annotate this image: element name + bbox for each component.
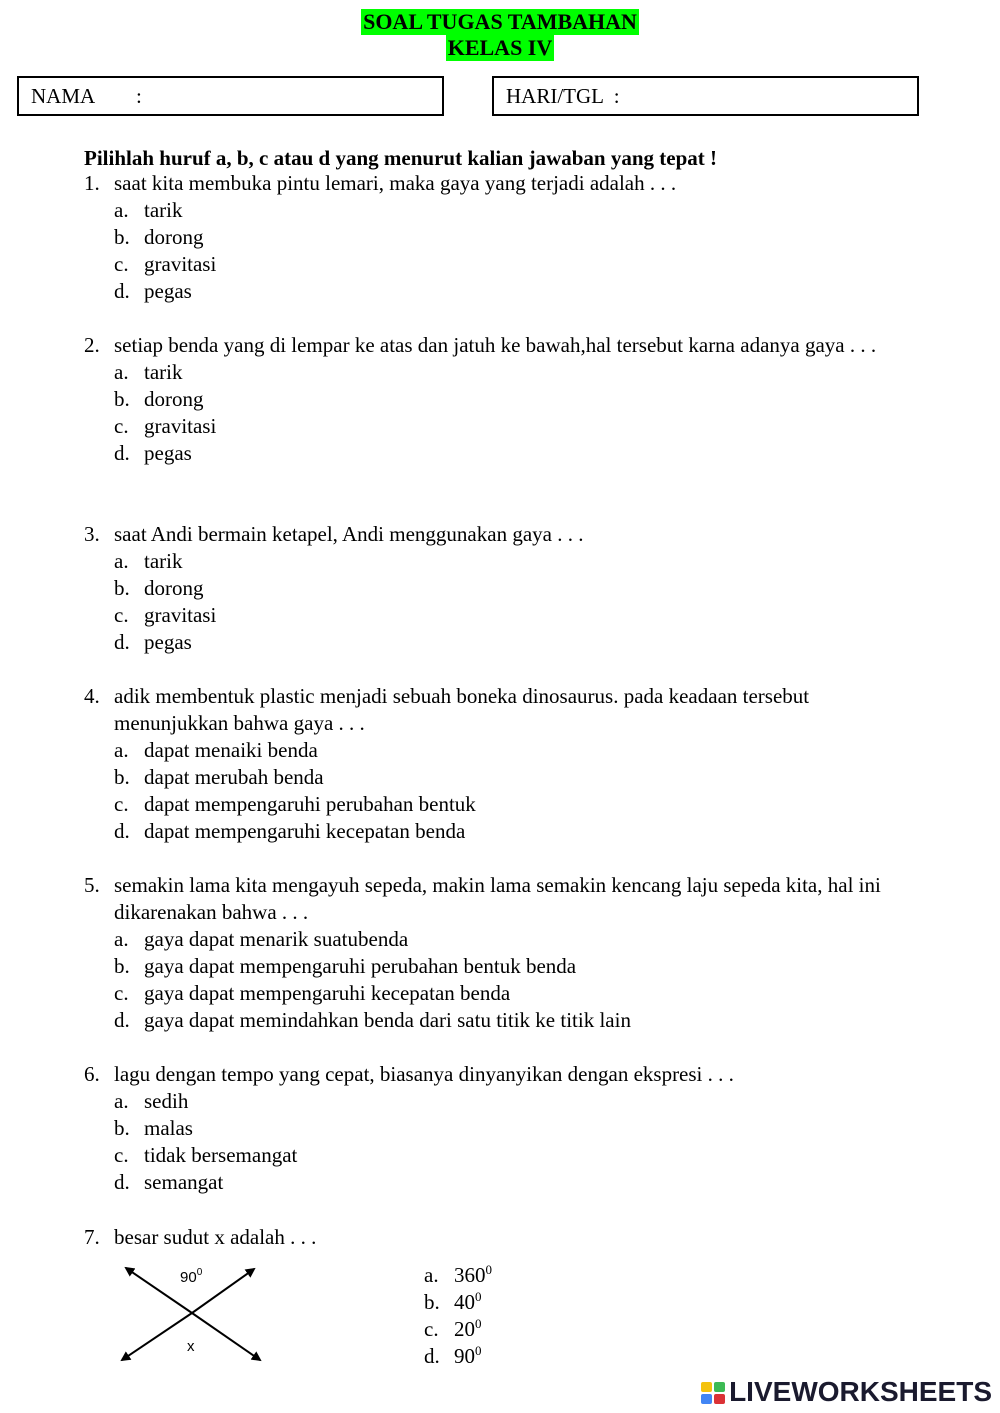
page-title: SOAL TUGAS TAMBAHAN	[363, 9, 637, 34]
answer-option[interactable]	[114, 413, 884, 440]
question-text: saat Andi bermain ketapel, Andi menggunakan gaya . . .	[114, 522, 584, 546]
answer-option[interactable]	[114, 224, 884, 251]
answer-option[interactable]	[114, 575, 884, 602]
option-letter: b.	[114, 1116, 130, 1140]
option-letter: a.	[114, 549, 129, 573]
answer-option[interactable]	[114, 926, 884, 953]
title-line-1-wrap	[0, 9, 1000, 35]
option-letter: b.	[114, 387, 130, 411]
option-letter: b.	[114, 954, 130, 978]
date-field[interactable]	[492, 76, 919, 116]
option-letter: d.	[114, 630, 130, 654]
degree-superscript: 0	[475, 1289, 482, 1304]
question-number: 1.	[84, 171, 100, 195]
question-4	[84, 683, 884, 845]
option-value: 40	[454, 1290, 475, 1314]
option-text: tarik	[144, 198, 183, 222]
option-letter: d.	[424, 1344, 440, 1368]
answer-option[interactable]	[424, 1316, 492, 1343]
answer-option[interactable]	[114, 980, 884, 1007]
answer-option[interactable]	[424, 1262, 492, 1289]
option-text: gravitasi	[144, 603, 217, 627]
question-text: adik membentuk plastic menjadi sebuah boneka dinosaurus. pada keadaan tersebut menunjukkan bahwa gaya . . .	[114, 684, 810, 735]
option-letter: a.	[424, 1263, 439, 1287]
answer-option[interactable]	[114, 737, 884, 764]
question-6	[84, 1061, 884, 1196]
option-letter: c.	[114, 252, 129, 276]
question-5	[84, 872, 884, 1034]
answer-option[interactable]	[114, 602, 884, 629]
name-field[interactable]	[17, 76, 444, 116]
option-letter: c.	[114, 792, 129, 816]
question-number: 2.	[84, 333, 100, 357]
option-text: gaya dapat menarik suatubenda	[144, 927, 409, 951]
option-letter: b.	[424, 1290, 440, 1314]
option-text: dapat mempengaruhi kecepatan benda	[144, 819, 466, 843]
answer-option[interactable]	[114, 386, 884, 413]
question-1	[84, 170, 884, 305]
option-text: tidak bersemangat	[144, 1143, 298, 1167]
answer-option[interactable]	[114, 1007, 884, 1034]
answer-option[interactable]	[114, 359, 884, 386]
option-text: pegas	[144, 441, 192, 465]
option-text: dapat menaiki benda	[144, 738, 318, 762]
option-letter: d.	[114, 279, 130, 303]
question-number: 6.	[84, 1062, 100, 1086]
question-7	[84, 1224, 884, 1251]
option-value: 90	[454, 1344, 475, 1368]
diagram-line-2b	[122, 1313, 192, 1360]
option-letter: d.	[114, 1170, 130, 1194]
diagram-angle-label: $90^0$	[180, 1267, 203, 1286]
answer-option[interactable]	[114, 953, 884, 980]
degree-superscript: 0	[475, 1316, 482, 1331]
option-letter: b.	[114, 765, 130, 789]
option-text: sedih	[144, 1089, 189, 1113]
question-3	[84, 521, 884, 656]
option-list	[114, 548, 884, 656]
option-letter: c.	[424, 1317, 439, 1341]
question-text: saat kita membuka pintu lemari, maka gaya yang terjadi adalah . . .	[114, 171, 677, 195]
option-text: dorong	[144, 576, 204, 600]
answer-option[interactable]	[114, 818, 884, 845]
answer-option[interactable]	[114, 440, 884, 467]
option-letter: c.	[114, 414, 129, 438]
option-letter: b.	[114, 225, 130, 249]
question-number: 3.	[84, 522, 100, 546]
answer-option[interactable]	[114, 197, 884, 224]
option-text: tarik	[144, 360, 183, 384]
page-subtitle: KELAS IV	[447, 35, 553, 60]
answer-option[interactable]	[114, 1169, 884, 1196]
option-list	[114, 1088, 884, 1196]
question-text: setiap benda yang di lempar ke atas dan jatuh ke bawah,hal tersebut karna adanya gaya . . .	[114, 333, 877, 357]
footer-brand	[701, 1376, 992, 1408]
option-letter: c.	[114, 981, 129, 1005]
option-text: gravitasi	[144, 414, 217, 438]
diagram-line-1b	[192, 1313, 260, 1360]
date-label: HARI/TGL :	[506, 84, 620, 108]
angle-diagram	[112, 1260, 282, 1370]
name-label: NAMA :	[31, 84, 142, 108]
instruction: Pilihlah huruf a, b, c atau d yang menurut kalian jawaban yang tepat !	[84, 146, 718, 170]
option-list	[114, 926, 884, 1034]
degree-superscript: 0	[475, 1343, 482, 1358]
brand-name: LIVEWORKSHEETS	[729, 1376, 992, 1407]
question-text: semakin lama kita mengayuh sepeda, makin lama semakin kencang laju sepeda kita, hal ini dikarenakan bahwa . . .	[114, 873, 881, 924]
option-letter: b.	[114, 576, 130, 600]
option-letter: c.	[114, 603, 129, 627]
option-letter: a.	[114, 360, 129, 384]
answer-option[interactable]	[114, 548, 884, 575]
option-text: dapat merubah benda	[144, 765, 324, 789]
option-letter: c.	[114, 1143, 129, 1167]
option-text: tarik	[144, 549, 183, 573]
degree-superscript: 0	[485, 1262, 492, 1277]
option-list	[114, 737, 884, 845]
option-list	[114, 359, 884, 467]
option-letter: a.	[114, 927, 129, 951]
option-value: 20	[454, 1317, 475, 1341]
option-letter: a.	[114, 1089, 129, 1113]
option-text: gaya dapat mempengaruhi kecepatan benda	[144, 981, 511, 1005]
question-number: 5.	[84, 873, 100, 897]
option-text: dapat mempengaruhi perubahan bentuk	[144, 792, 476, 816]
answer-option[interactable]	[114, 764, 884, 791]
answer-option[interactable]	[424, 1289, 492, 1316]
answer-option[interactable]	[424, 1343, 492, 1370]
option-letter: d.	[114, 819, 130, 843]
option-text: semangat	[144, 1170, 224, 1194]
answer-option[interactable]	[114, 791, 884, 818]
answer-option[interactable]	[114, 1088, 884, 1115]
option-list	[114, 197, 884, 305]
option-text: malas	[144, 1116, 193, 1140]
option-text: dorong	[144, 225, 204, 249]
option-letter: d.	[114, 1008, 130, 1032]
question-2	[84, 332, 884, 467]
option-text: gaya dapat memindahkan benda dari satu titik ke titik lain	[144, 1008, 631, 1032]
option-text: gravitasi	[144, 252, 217, 276]
option-text: gaya dapat mempengaruhi perubahan bentuk benda	[144, 954, 577, 978]
question-text: lagu dengan tempo yang cepat, biasanya dinyanyikan dengan ekspresi . . .	[114, 1062, 734, 1086]
question-text: besar sudut x adalah . . .	[114, 1225, 317, 1249]
option-text: pegas	[144, 630, 192, 654]
answer-option[interactable]	[114, 278, 884, 305]
answer-option[interactable]	[114, 1142, 884, 1169]
option-text: dorong	[144, 387, 204, 411]
option-letter: a.	[114, 738, 129, 762]
question-number: 7.	[84, 1225, 100, 1249]
question-number: 4.	[84, 684, 100, 708]
option-text: pegas	[144, 279, 192, 303]
answer-option[interactable]	[114, 629, 884, 656]
answer-option[interactable]	[114, 251, 884, 278]
liveworksheets-logo-icon	[701, 1382, 727, 1406]
option-letter: d.	[114, 441, 130, 465]
diagram-x-label: x	[187, 1338, 195, 1355]
option-letter: a.	[114, 198, 129, 222]
answer-option[interactable]	[114, 1115, 884, 1142]
question-7-options	[424, 1262, 492, 1370]
option-value: 360	[454, 1263, 486, 1287]
title-line-2-wrap	[0, 35, 1000, 61]
